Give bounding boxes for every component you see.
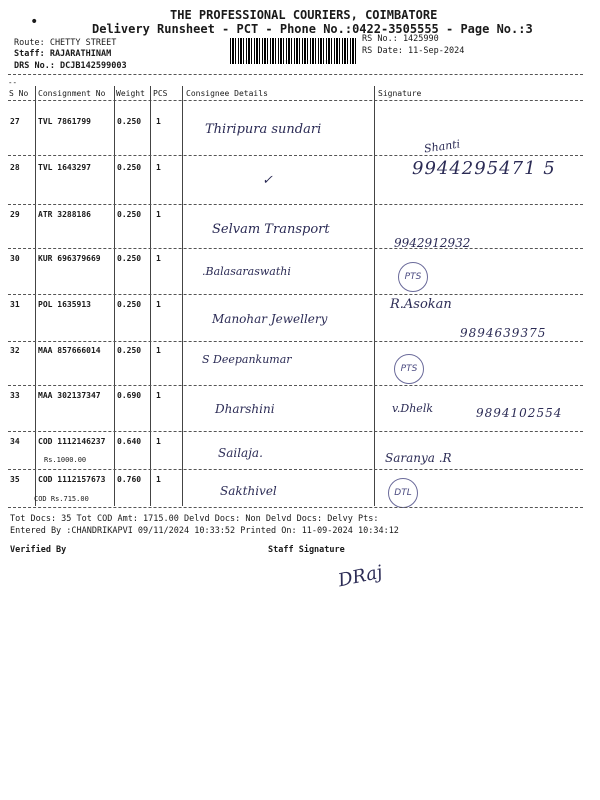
- pts-stamp: PTS: [398, 262, 428, 292]
- row-pcs: 1: [156, 163, 161, 172]
- col-divider: [35, 86, 36, 506]
- dtl-stamp: DTL: [388, 478, 418, 508]
- row-sno: 30: [10, 254, 20, 263]
- drs-number: DRS No.: DCJB142599003: [14, 61, 127, 71]
- row-weight: 0.250: [117, 346, 142, 355]
- consignee-handwriting: Dharshini: [215, 402, 275, 416]
- row-divider: [8, 507, 583, 508]
- route-label: Route: CHETTY STREET: [14, 38, 117, 48]
- row-consignment: TVL 7861799: [38, 117, 91, 126]
- consignee-handwriting: Sailaja.: [218, 446, 263, 460]
- row-pcs: 1: [156, 117, 161, 126]
- signature-handwriting: Saranya .R: [385, 451, 452, 465]
- col-header-consignee: Consignee Details: [186, 89, 268, 98]
- pts-stamp: PTS: [394, 354, 424, 384]
- divider-dashes: --: [8, 78, 18, 87]
- row-sno: 33: [10, 391, 20, 400]
- consignee-handwriting: Sakthivel: [220, 484, 277, 498]
- cod-amount: COD Rs.715.00: [34, 495, 89, 503]
- row-pcs: 1: [156, 475, 161, 484]
- row-divider: [8, 341, 583, 342]
- row-divider: [8, 204, 583, 205]
- rs-date: RS Date: 11-Sep-2024: [362, 46, 465, 56]
- rs-number: RS No.: 1425990: [362, 34, 439, 44]
- consignee-handwriting: S Deepankumar: [202, 353, 292, 366]
- cod-amount: Rs.1000.00: [44, 456, 87, 464]
- row-pcs: 1: [156, 391, 161, 400]
- phone-handwriting: 9894639375: [460, 326, 547, 340]
- row-sno: 32: [10, 346, 20, 355]
- signature-handwriting: Shanti: [423, 137, 461, 156]
- consignee-handwriting: .Balasaraswathi: [202, 265, 291, 278]
- row-divider: [8, 469, 583, 470]
- row-sno: 35: [10, 475, 20, 484]
- col-header-signature: Signature: [378, 89, 422, 98]
- check-mark: ✓: [262, 173, 273, 188]
- col-header-pcs: PCS: [153, 89, 168, 98]
- row-consignment: KUR 696379669: [38, 254, 101, 263]
- barcode: [230, 38, 356, 64]
- row-pcs: 1: [156, 437, 161, 446]
- row-pcs: 1: [156, 210, 161, 219]
- staff-signature-label: Staff Signature: [268, 545, 345, 555]
- consignee-handwriting: Selvam Transport: [212, 222, 330, 237]
- row-sno: 28: [10, 163, 20, 172]
- row-pcs: 1: [156, 346, 161, 355]
- row-weight: 0.640: [117, 437, 142, 446]
- row-consignment: MAA 857666014: [38, 346, 101, 355]
- row-divider: [8, 155, 583, 156]
- signature-handwriting: v.Dhelk: [392, 402, 434, 415]
- row-consignment: COD 1112157673: [38, 475, 106, 484]
- row-consignment: POL 1635913: [38, 300, 91, 309]
- row-consignment: COD 1112146237: [38, 437, 106, 446]
- row-weight: 0.250: [117, 300, 142, 309]
- col-header-weight: Weight: [116, 89, 145, 98]
- header-divider: [8, 74, 583, 75]
- row-divider: [8, 294, 583, 295]
- col-header-consignment: Consignment No: [38, 89, 106, 98]
- col-header-sno: S No: [9, 89, 29, 98]
- consignee-handwriting: Thiripura sundari: [205, 122, 322, 137]
- row-weight: 0.250: [117, 117, 142, 126]
- row-pcs: 1: [156, 254, 161, 263]
- col-divider: [150, 86, 151, 506]
- phone-handwriting: 9894102554: [476, 406, 563, 420]
- company-title: THE PROFESSIONAL COURIERS, COIMBATORE: [170, 8, 438, 22]
- row-divider: [8, 248, 583, 249]
- row-weight: 0.250: [117, 163, 142, 172]
- verified-by-label: Verified By: [10, 545, 67, 555]
- staff-label: Staff: RAJARATHINAM: [14, 49, 112, 59]
- col-divider: [114, 86, 115, 506]
- row-weight: 0.250: [117, 254, 142, 263]
- row-consignment: TVL 1643297: [38, 163, 91, 172]
- consignee-handwriting: Manohar Jewellery: [212, 312, 328, 326]
- col-divider: [374, 86, 375, 506]
- row-sno: 29: [10, 210, 20, 219]
- row-consignment: MAA 302137347: [38, 391, 101, 400]
- row-divider: [8, 385, 583, 386]
- row-sno: 27: [10, 117, 20, 126]
- bullet-mark: •: [30, 14, 39, 30]
- row-pcs: 1: [156, 300, 161, 309]
- row-sno: 31: [10, 300, 20, 309]
- phone-handwriting: 9942912932: [394, 236, 471, 250]
- row-weight: 0.760: [117, 475, 142, 484]
- signature-handwriting: R.Asokan: [390, 297, 452, 312]
- staff-signature-handwriting: DRaj: [336, 561, 385, 592]
- row-divider: [8, 431, 583, 432]
- row-weight: 0.250: [117, 210, 142, 219]
- phone-handwriting: 9944295471 5: [412, 158, 556, 179]
- col-divider: [182, 86, 183, 506]
- row-consignment: ATR 3288186: [38, 210, 91, 219]
- totals-line: Tot Docs: 35 Tot COD Amt: 1715.00 Delvd Docs: Non Delvd Docs: Delvy Pts:: [10, 514, 379, 524]
- row-weight: 0.690: [117, 391, 142, 400]
- entered-by-line: Entered By :CHANDRIKAPVI 09/11/2024 10:33:52 Printed On: 11-09-2024 10:34:12: [10, 526, 399, 536]
- runsheet-title: Delivery Runsheet - PCT - Phone No.:0422-3505555 - Page No.:3: [92, 22, 533, 36]
- row-sno: 34: [10, 437, 20, 446]
- column-header-divider: [8, 100, 583, 101]
